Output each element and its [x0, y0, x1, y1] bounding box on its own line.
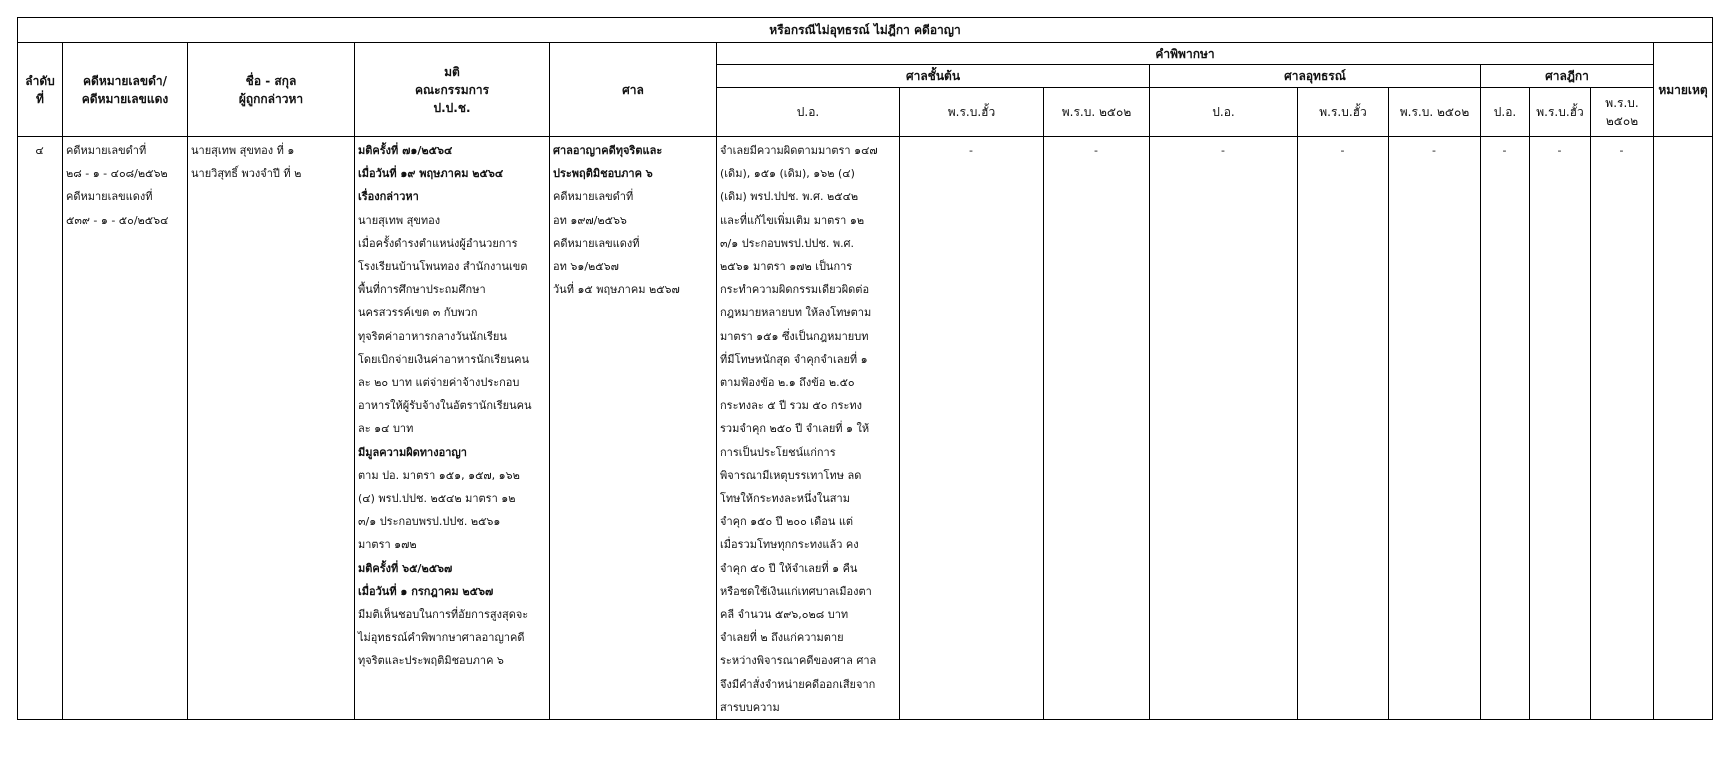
header-first-bid-act: พ.ร.บ.ฮั้ว: [900, 88, 1044, 137]
text-line: โดยเบิกจ่ายเงินค่าอาหารนักเรียนคน: [358, 352, 529, 366]
header-appeal-court: ศาลอุทธรณ์: [1150, 65, 1481, 88]
text-line: ละ ๑๔ บาท: [358, 422, 414, 436]
header-appeal-bid-act: พ.ร.บ.ฮั้ว: [1298, 88, 1389, 137]
row-court: [550, 137, 717, 720]
header-remarks: หมายเหตุ: [1654, 43, 1713, 137]
text-line: วันที่ ๑๕ พฤษภาคม ๒๕๖๗: [553, 283, 680, 297]
row-first-po: [717, 137, 900, 720]
text-line: มีมติเห็นชอบในการที่อัยการสูงสุดจะ: [358, 608, 529, 622]
header-supreme-court: ศาลฎีกา: [1481, 65, 1654, 88]
text-line: มาตรา ๑๕๑ ซึ่งเป็นกฎหมายบท: [720, 329, 869, 343]
header-supreme-bid-act: พ.ร.บ.ฮั้ว: [1530, 88, 1591, 137]
document-page: [17, 17, 1712, 759]
text-line: (เดิม), ๑๕๑ (เดิม), ๑๖๒ (๔): [720, 167, 855, 181]
text-line: เมื่อวันที่ ๑๙ พฤษภาคม ๒๕๖๔: [358, 167, 504, 181]
text-line: จึงมีคำสั่งจำหน่ายคดีออกเสียจาก: [720, 677, 876, 691]
text-line: หรือชดใช้เงินแก่เทศบาลเมืองตา: [720, 584, 872, 598]
text-line: รวมจำคุก ๒๕๐ ปี จำเลยที่ ๑ ให้: [720, 422, 870, 436]
header-judgment: คำพิพากษา: [717, 43, 1654, 65]
text-line: (เดิม) พรป.ปปช. พ.ศ. ๒๕๔๒: [720, 190, 859, 204]
text-line: มาตรา ๑๗๒: [358, 538, 417, 552]
text-line: กระทำความผิดกรรมเดียวผิดต่อ: [720, 283, 870, 297]
text-line: ตาม ปอ. มาตรา ๑๕๑, ๑๕๗, ๑๖๒: [358, 468, 520, 482]
text-line: ที่มีโทษหนักสุด จำคุกจำเลยที่ ๑: [720, 352, 868, 366]
text-line: เรื่องกล่าวหา: [358, 190, 419, 204]
text-line: เมื่อครั้งดำรงตำแหน่งผู้อำนวยการ: [358, 236, 518, 250]
text-line: เมื่อวันที่ ๑ กรกฎาคม ๒๕๖๗: [358, 584, 494, 598]
row-remarks: [1654, 137, 1713, 720]
row-first-bid-act: -: [900, 137, 1044, 720]
text-line: มีมูลความผิดทางอาญา: [358, 445, 467, 459]
header-no: ลำดับ ที่: [18, 43, 63, 137]
row-supreme-po: -: [1481, 137, 1530, 720]
text-line: จำคุก ๕๐ ปี ให้จำเลยที่ ๑ คืน: [720, 561, 858, 575]
text-line: ตามฟ้องข้อ ๒.๑ ถึงข้อ ๒.๕๐: [720, 376, 855, 390]
text-line: จำเลยมีความผิดตามมาตรา ๑๔๗: [720, 144, 878, 157]
header-first-act-2502: พ.ร.บ. ๒๕๐๒: [1044, 88, 1150, 137]
text-line: มติครั้งที่ ๗๑/๒๕๖๔: [358, 144, 453, 157]
row-appeal-act-2502: -: [1389, 137, 1481, 720]
text-line: คดีหมายเลขแดงที่: [553, 236, 640, 250]
table-title: หรือกรณีไม่อุทธรณ์ ไม่ฎีกา คดีอาญา: [18, 18, 1713, 43]
text-line: คลี จำนวน ๕๙๖,๐๒๘ บาท: [720, 608, 849, 622]
text-line: ทุจริตและประพฤติมิชอบภาค ๖: [358, 654, 504, 668]
text-line: จำเลยที่ ๒ ถึงแก่ความตาย: [720, 631, 844, 645]
row-supreme-act-2502: -: [1591, 137, 1654, 720]
header-supreme-act-2502: พ.ร.บ. ๒๕๐๒: [1591, 88, 1654, 137]
row-first-act-2502: -: [1044, 137, 1150, 720]
text-line: อท ๑๙๗/๒๕๖๖: [553, 213, 627, 227]
text-line: ทุจริตค่าอาหารกลางวันนักเรียน: [358, 329, 507, 343]
case-table: [17, 17, 1713, 720]
text-line: สารบบความ: [720, 700, 780, 714]
row-appeal-po: -: [1150, 137, 1298, 720]
text-line: กฎหมายหลายบท ให้ลงโทษตาม: [720, 306, 872, 320]
text-line: โทษให้กระทงละหนึ่งในสาม: [720, 492, 850, 506]
header-first-po: ป.อ.: [717, 88, 900, 137]
text-line: ๓/๑ ประกอบพรป.ปปช. พ.ศ.: [720, 236, 855, 250]
text-line: นครสวรรค์เขต ๓ กับพวก: [358, 306, 478, 320]
text-line: ศาลอาญาคดีทุจริตและ: [553, 144, 663, 157]
text-line: กระทงละ ๕ ปี รวม ๕๐ กระทง: [720, 399, 863, 413]
text-line: ไม่อุทธรณ์คำพิพากษาศาลอาญาคดี: [358, 631, 525, 645]
text-line: มติครั้งที่ ๖๕/๒๕๖๗: [358, 561, 453, 575]
header-case-number: คดีหมายเลขดำ/ คดีหมายเลขแดง: [63, 43, 188, 137]
header-court: ศาล: [550, 43, 717, 137]
text-line: ๓/๑ ประกอบพรป.ปปช. ๒๕๖๑: [358, 515, 501, 529]
row-appeal-bid-act: -: [1298, 137, 1389, 720]
text-line: อท ๖๑/๒๕๖๗: [553, 260, 619, 274]
text-line: ประพฤติมิชอบภาค ๖: [553, 167, 653, 181]
text-line: พื้นที่การศึกษาประถมศึกษา: [358, 283, 486, 297]
text-line: เมื่อรวมโทษทุกกระทงแล้ว คง: [720, 538, 859, 552]
text-line: พิจารณามีเหตุบรรเทาโทษ ลด: [720, 468, 862, 482]
row-resolution: [355, 137, 550, 720]
text-line: จำคุก ๑๕๐ ปี ๒๐๐ เดือน แต่: [720, 515, 854, 529]
row-accused-names: นายสุเทพ สุขทอง ที่ ๑ นายวิสุทธิ์ พวงจำปี ที่ ๒: [188, 137, 355, 720]
text-line: (๔) พรป.ปปช. ๒๕๔๒ มาตรา ๑๒: [358, 492, 516, 506]
text-line: การเป็นประโยชน์แก่การ: [720, 445, 836, 459]
header-appeal-po: ป.อ.: [1150, 88, 1298, 137]
text-line: นายสุเทพ สุขทอง: [358, 213, 441, 227]
table-row: [18, 137, 1713, 720]
row-case-number: คดีหมายเลขดำที่ ๒๘ - ๑ - ๔๐๘/๒๕๖๒ คดีหมายเลขแดงที่ ๕๓๙ - ๑ - ๕๐/๒๕๖๔: [63, 137, 188, 720]
header-supreme-po: ป.อ.: [1481, 88, 1530, 137]
row-no: ๔: [18, 137, 63, 720]
header-name: ชื่อ - สกุล ผู้ถูกกล่าวหา: [188, 43, 355, 137]
text-line: อาหารให้ผู้รับจ้างในอัตรานักเรียนคน: [358, 399, 532, 413]
header-resolution: มติ คณะกรรมการ ป.ป.ช.: [355, 43, 550, 137]
text-line: ๒๕๖๑ มาตรา ๑๗๒ เป็นการ: [720, 260, 853, 274]
text-line: ระหว่างพิจารณาคดีของศาล ศาล: [720, 654, 877, 668]
text-line: ละ ๒๐ บาท แต่จ่ายค่าจ้างประกอบ: [358, 376, 520, 390]
row-supreme-bid-act: -: [1530, 137, 1591, 720]
header-first-court: ศาลชั้นต้น: [717, 65, 1150, 88]
text-line: คดีหมายเลขดำที่: [553, 190, 634, 204]
text-line: และที่แก้ไขเพิ่มเติม มาตรา ๑๒: [720, 213, 865, 227]
text-line: โรงเรียนบ้านโพนทอง สำนักงานเขต: [358, 260, 528, 274]
header-appeal-act-2502: พ.ร.บ. ๒๕๐๒: [1389, 88, 1481, 137]
